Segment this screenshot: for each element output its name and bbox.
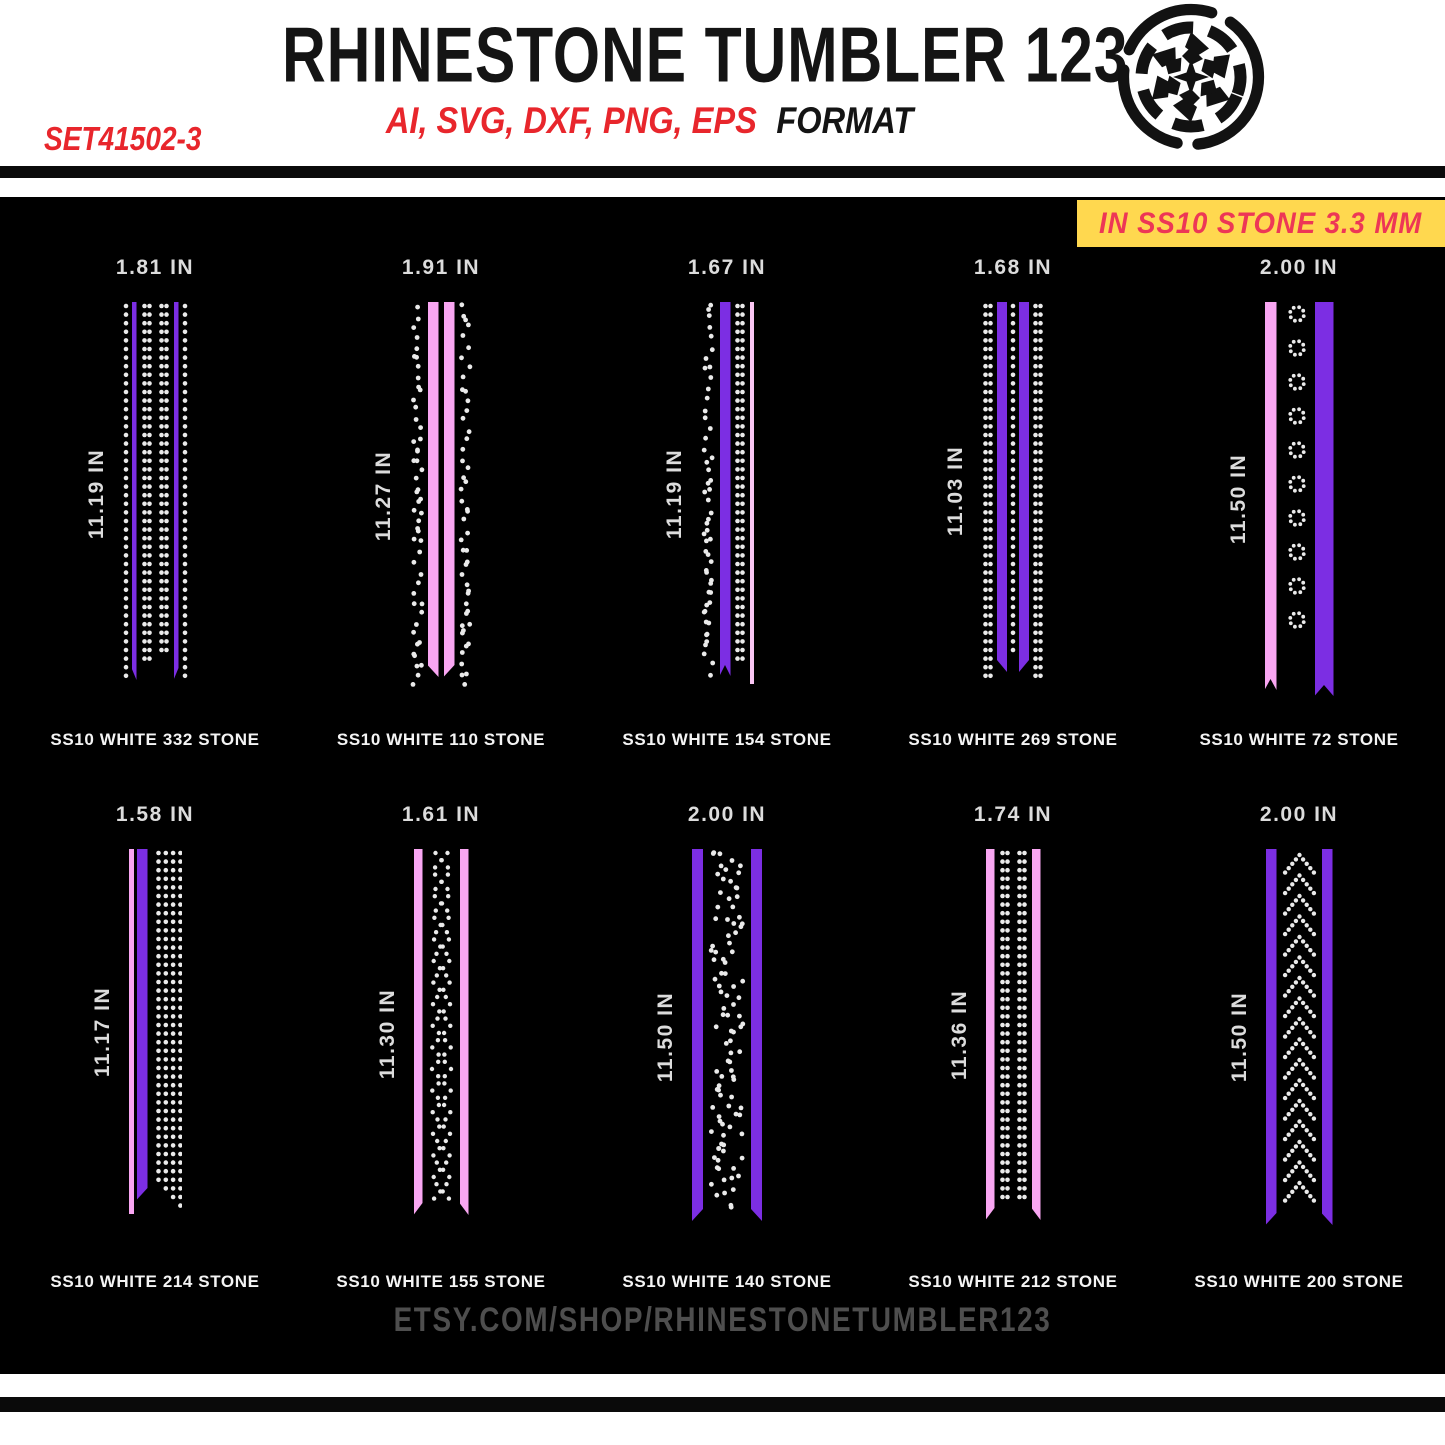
strip-stripe-purple <box>1266 849 1277 1225</box>
stone-count-label: SS10 WHITE 110 STONE <box>336 730 546 749</box>
stone-count-label: SS10 WHITE 154 STONE <box>622 730 832 749</box>
strip-width-label: 1.68 IN <box>973 256 1053 279</box>
strip-stripe-purple <box>1322 849 1333 1225</box>
strip-cell <box>870 797 1156 1337</box>
rhinestone-strip <box>692 849 762 1225</box>
strip-stripe-pink <box>129 849 134 1214</box>
strip-stripe-purple <box>997 302 1007 672</box>
strip-pattern-scatter <box>458 302 473 689</box>
strip-width-label: 1.81 IN <box>115 256 195 279</box>
strip-pattern-dots2 <box>1032 302 1044 680</box>
strip-cell <box>298 797 584 1337</box>
stone-size-banner <box>1077 200 1445 247</box>
strip-pattern-dots4 <box>155 849 182 1212</box>
strip-width-label: 1.61 IN <box>401 803 481 826</box>
strip-width-label: 2.00 IN <box>1259 803 1339 826</box>
strip-cell <box>584 797 870 1337</box>
strip-cell <box>12 797 298 1337</box>
rhinestone-strip <box>982 302 1044 680</box>
header-divider-bar <box>0 166 1445 178</box>
strip-cell <box>1156 250 1442 790</box>
strip-stripe-purple <box>692 849 703 1221</box>
strip-gap <box>1277 302 1285 303</box>
strip-gap <box>1028 849 1032 850</box>
strip-stripe-purple <box>720 302 731 676</box>
page-title: RHINESTONE TUMBLER 123 <box>281 11 1129 99</box>
strip-cell <box>1156 797 1442 1337</box>
stone-count-label: SS10 WHITE 72 STONE <box>1199 730 1399 749</box>
rhinestone-strip <box>129 849 182 1214</box>
strip-stripe-purple <box>132 302 137 680</box>
rhinestone-strip <box>123 302 188 686</box>
strip-pattern-chevron <box>1281 849 1318 1211</box>
strip-pattern-dots2 <box>141 302 153 664</box>
rhinestone-strip <box>414 849 469 1219</box>
strip-gap <box>148 849 155 850</box>
strip-pattern-dots2 <box>1016 849 1028 1202</box>
stone-count-label: SS10 WHITE 200 STONE <box>1194 1272 1404 1291</box>
strip-stripe-purple <box>1019 302 1029 672</box>
strip-pattern-zigzag <box>428 849 455 1203</box>
strip-gap <box>716 302 720 303</box>
strip-width-label: 2.00 IN <box>687 803 767 826</box>
rhinestone-strip <box>410 302 473 689</box>
strip-gap <box>134 849 137 850</box>
strip-gap <box>747 849 751 850</box>
stone-count-label: SS10 WHITE 155 STONE <box>336 1272 546 1291</box>
strip-pattern-dots2 <box>734 302 746 668</box>
strip-width-label: 1.91 IN <box>401 256 481 279</box>
strip-height-label: 11.19 IN <box>662 448 686 540</box>
strip-cell <box>870 250 1156 790</box>
strip-pattern-scatter <box>701 302 716 686</box>
strip-cell <box>12 250 298 790</box>
strip-pattern-dots2 <box>158 302 170 656</box>
strip-height-label: 11.19 IN <box>84 448 108 540</box>
stone-count-label: SS10 WHITE 212 STONE <box>908 1272 1118 1291</box>
strip-stripe-pink <box>1265 302 1277 690</box>
strip-width-label: 2.00 IN <box>1259 256 1339 279</box>
rhinestone-strip <box>1266 849 1333 1225</box>
strip-pattern-dots2 <box>982 302 994 680</box>
strip-gap <box>455 849 460 850</box>
strip-pattern-dots1 <box>182 302 188 686</box>
strip-stripe-pink <box>444 302 455 677</box>
shop-url: ETSY.COM/SHOP/RHINESTONETUMBLER123 <box>393 1301 1052 1339</box>
strip-height-label: 11.50 IN <box>654 991 677 1083</box>
strip-gap <box>994 302 997 303</box>
strip-stripe-pink <box>986 849 995 1220</box>
strip-cell <box>298 250 584 790</box>
format-list: AI, SVG, DXF, PNG, EPS <box>385 100 757 141</box>
strip-stripe-pink <box>1032 849 1041 1220</box>
strip-width-label: 1.67 IN <box>687 256 767 279</box>
strip-stripe-pink <box>460 849 469 1215</box>
strip-stripe-purple <box>751 849 762 1221</box>
footer-divider-bar <box>0 1397 1445 1412</box>
strip-row-1 <box>12 250 1442 790</box>
strip-height-label: 11.27 IN <box>371 450 395 541</box>
strip-pattern-flower <box>1285 302 1309 662</box>
strip-height-label: 11.50 IN <box>1226 453 1250 545</box>
set-code: SET41502-3 <box>44 120 202 157</box>
stone-count-label: SS10 WHITE 140 STONE <box>622 1272 832 1291</box>
strip-gap <box>1016 302 1019 303</box>
strip-height-label: 11.03 IN <box>944 445 967 537</box>
rhinestone-strip <box>701 302 754 686</box>
strip-height-label: 11.17 IN <box>90 986 114 1077</box>
stone-count-label: SS10 WHITE 269 STONE <box>908 730 1118 749</box>
stone-count-label: SS10 WHITE 332 STONE <box>50 730 260 749</box>
strip-width-label: 1.58 IN <box>115 803 195 826</box>
strip-pattern-dots2 <box>999 849 1011 1206</box>
strip-pattern-scatter <box>410 302 425 689</box>
strip-height-label: 11.36 IN <box>947 989 971 1080</box>
strip-pattern-dots1 <box>123 302 129 686</box>
strip-row-2 <box>12 797 1442 1337</box>
stone-count-label: SS10 WHITE 214 STONE <box>50 1272 260 1291</box>
strip-height-label: 11.50 IN <box>1227 991 1251 1083</box>
strip-stripe-purple <box>174 302 179 680</box>
rhinestone-strip <box>986 849 1041 1220</box>
template-board <box>0 197 1445 1374</box>
strip-gap <box>439 302 444 303</box>
strip-pattern-dots1 <box>1010 302 1016 660</box>
strip-pattern-scatterField <box>707 849 747 1213</box>
strip-width-label: 1.74 IN <box>973 803 1053 826</box>
strip-height-label: 11.30 IN <box>375 988 399 1080</box>
strip-gap <box>170 302 174 303</box>
strip-stripe-pale_pink <box>750 302 754 684</box>
strip-stripe-pink <box>428 302 439 677</box>
header <box>0 0 1445 166</box>
strip-gap <box>129 302 132 303</box>
strip-gap <box>425 302 428 303</box>
strip-stripe-pink <box>414 849 423 1215</box>
strip-gap <box>1318 849 1322 850</box>
pinwheel-logo-icon <box>1113 2 1269 152</box>
strip-cell <box>584 250 870 790</box>
format-word: FORMAT <box>776 100 914 141</box>
stone-size-banner-text: IN SS10 STONE 3.3 MM <box>1099 206 1423 240</box>
strip-stripe-purple <box>1315 302 1334 696</box>
strip-stripe-purple <box>137 849 148 1200</box>
strip-gap <box>1309 302 1315 303</box>
rhinestone-strip <box>1265 302 1334 696</box>
